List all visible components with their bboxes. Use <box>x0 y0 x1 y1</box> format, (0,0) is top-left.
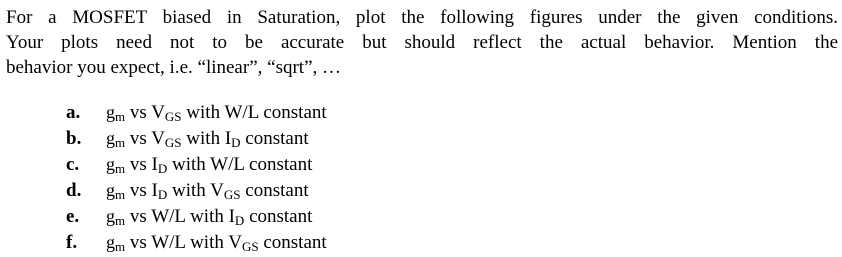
task-marker: e. <box>66 206 80 227</box>
x-subscript: GS <box>164 135 182 150</box>
vs-word: vs <box>125 232 152 253</box>
vs-word: vs <box>125 154 152 175</box>
condition: with I <box>185 206 235 227</box>
task-item-b <box>66 125 327 151</box>
task-item-d <box>66 177 327 203</box>
condition-subscript: D <box>234 213 245 228</box>
gm-symbol: g <box>106 128 115 148</box>
task-item-e <box>66 203 327 229</box>
problem-statement-line-2: Your plots need not to be accurate but should reflect the actual behavior. Mention the <box>6 32 838 53</box>
x-subscript: GS <box>164 109 182 124</box>
vs-word: vs <box>125 128 152 149</box>
plot-task-list <box>66 99 327 255</box>
task-text <box>106 99 327 126</box>
condition-tail: constant <box>258 232 327 253</box>
condition: with V <box>167 180 224 201</box>
vs-word: vs <box>125 102 152 123</box>
gm-symbol: g <box>106 232 115 252</box>
gm-subscript: m <box>115 109 126 124</box>
task-marker: a. <box>66 102 81 123</box>
condition: with I <box>181 128 232 149</box>
x-subscript: D <box>157 161 168 176</box>
condition-tail: constant <box>244 206 313 227</box>
task-item-c <box>66 151 327 177</box>
problem-statement <box>6 5 838 80</box>
problem-statement-line-3: behavior you expect, i.e. “linear”, “sqrt”, … <box>6 57 341 78</box>
vs-word: vs <box>125 180 152 201</box>
condition: with W/L constant <box>167 154 313 175</box>
condition-tail: constant <box>240 128 309 149</box>
gm-symbol: g <box>106 180 115 200</box>
problem-statement-line-1: For a MOSFET biased in Saturation, plot the following figures under the given conditions. <box>6 7 838 28</box>
task-text <box>106 151 312 178</box>
x-variable: W/L <box>151 206 186 227</box>
x-variable: V <box>151 128 165 149</box>
gm-symbol: g <box>106 154 115 174</box>
task-text <box>106 177 309 204</box>
condition-tail: constant <box>240 180 309 201</box>
gm-subscript: m <box>115 213 126 228</box>
gm-subscript: m <box>115 135 126 150</box>
vs-word: vs <box>125 206 152 227</box>
condition: with V <box>185 232 242 253</box>
x-subscript: D <box>157 187 168 202</box>
task-marker: c. <box>66 154 80 175</box>
task-text <box>106 229 327 256</box>
condition-subscript: D <box>231 135 241 150</box>
gm-symbol: g <box>106 102 115 122</box>
x-variable: V <box>151 102 165 123</box>
gm-subscript: m <box>115 187 126 202</box>
condition: with W/L constant <box>181 102 327 123</box>
x-variable: I <box>151 154 158 175</box>
condition-subscript: GS <box>223 187 241 202</box>
task-text <box>106 203 312 230</box>
gm-subscript: m <box>115 161 126 176</box>
task-marker: b. <box>66 128 82 149</box>
task-marker: f. <box>66 232 78 253</box>
gm-symbol: g <box>106 206 115 226</box>
x-variable: W/L <box>151 232 186 253</box>
task-item-a <box>66 99 327 125</box>
task-marker: d. <box>66 180 82 201</box>
condition-subscript: GS <box>241 239 259 254</box>
task-item-f <box>66 229 327 255</box>
task-text <box>106 125 309 152</box>
gm-subscript: m <box>115 239 126 254</box>
x-variable: I <box>151 180 158 201</box>
